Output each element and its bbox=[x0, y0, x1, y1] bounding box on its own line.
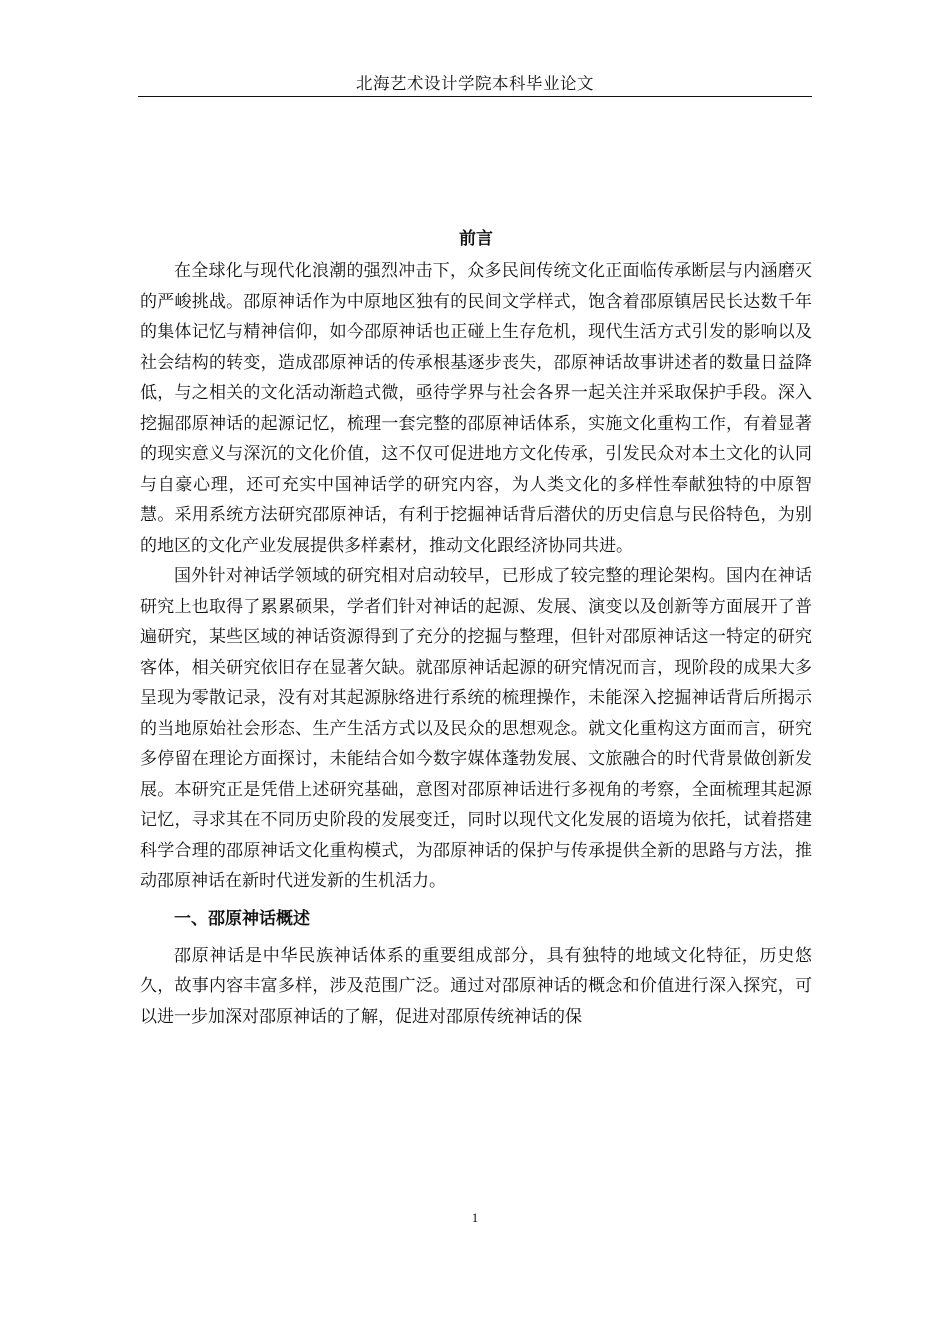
running-header: 北海艺术设计学院本科毕业论文 bbox=[356, 74, 594, 93]
preface-paragraph-2: 国外针对神话学领域的研究相对启动较早，已形成了较完整的理论架构。国内在神话研究上也取得了累累硕果，学者们针对神话的起源、发展、演变以及创新等方面展开了普遍研究，某些区域的神话资源得到了充分的挖掘与整理，但针对邵原神话这一特定的研究客体，相关研究依旧存在显著欠缺。就邵原神话起源的研究情况而言，现阶段的成果大多呈现为零散记录，没有对其起源脉络进行系统的梳理操作，未能深入挖掘神话背后所揭示的当地原始社会形态、生产生活方式以及民众的思想观念。就文化重构这方面而言，研究多停留在理论方面探讨，未能结合如今数字媒体蓬勃发展、文旅融合的时代背景做创新发展。本研究正是凭借上述研究基础，意图对邵原神话进行多视角的考察，全面梳理其起源记忆，寻求其在不同历史阶段的发展变迁，同时以现代文化发展的语境为依托，试着搭建科学合理的邵原神话文化重构模式，为邵原神话的保护与传承提供全新的思路与方法，推动邵原神话在新时代迸发新的生机活力。 bbox=[140, 566, 812, 891]
preface-paragraph-1: 在全球化与现代化浪潮的强烈冲击下，众多民间传统文化正面临传承断层与内涵磨灭的严峻挑战。邵原神话作为中原地区独有的民间文学样式，饱含着邵原镇居民长达数千年的集体记忆与精神信仰，如今邵原神话也正碰上生存危机，现代生活方式引发的影响以及社会结构的转变，造成邵原神话的传承根基逐步丧失，邵原神话故事讲述者的数量日益降低，与之相关的文化活动渐趋式微，亟待学界与社会各界一起关注并采取保护手段。深入挖掘邵原神话的起源记忆，梳理一套完整的邵原神话体系，实施文化重构工作，有着显著的现实意义与深沉的文化价值，这不仅可促进地方文化传承，引发民众对本土文化的认同与自豪心理，还可充实中国神话学的研究内容，为人类文化的多样性奉献独特的中原智慧。采用系统方法研究邵原神话，有利于挖掘神话背后潜伏的历史信息与民俗特色，为别的地区的文化产业发展提供多样素材，推动文化跟经济协同共进。 bbox=[140, 261, 812, 556]
header-rule bbox=[138, 96, 812, 97]
page-number: 1 bbox=[471, 1210, 479, 1225]
page-content bbox=[140, 222, 812, 1032]
section-1-heading: 一、邵原神话概述 bbox=[174, 908, 310, 929]
section-1-paragraph-1: 邵原神话是中华民族神话体系的重要组成部分，具有独特的地域文化特征，历史悠久，故事内容丰富多样，涉及范围广泛。通过对邵原神话的概念和价值进行深入探究，可以进一步加深对邵原神话的了解，促进对邵原传统神话的保 bbox=[140, 945, 812, 1027]
preface-title: 前言 bbox=[459, 229, 493, 249]
